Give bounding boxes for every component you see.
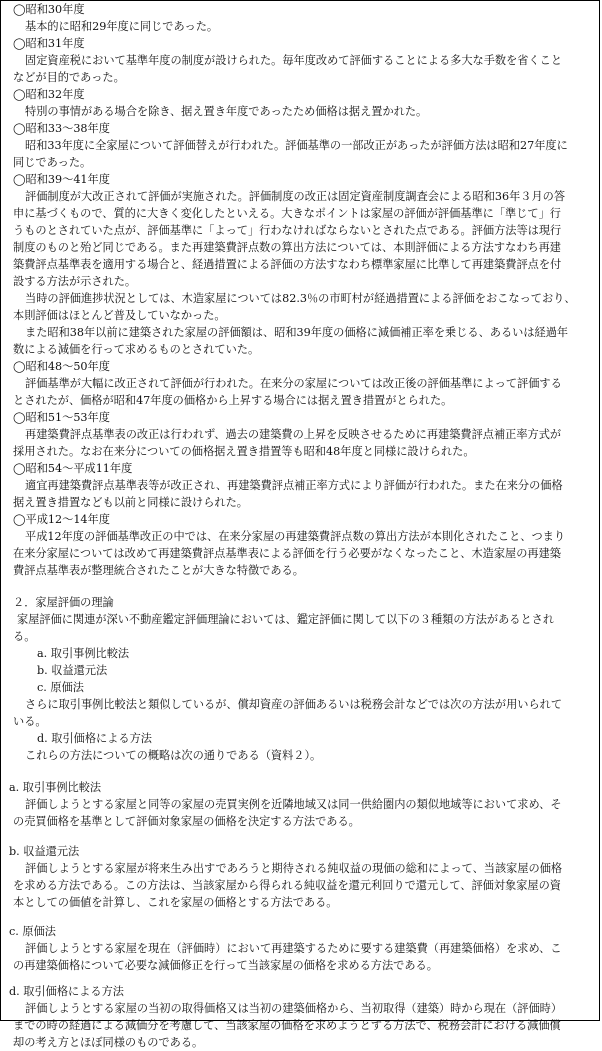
paragraph-line: さらに取引事例比較法と類似しているが、償却資産の評価あるいは税務会計などでは次の方法が用いられて [25, 698, 563, 711]
paragraph-line: 評価しようとする家屋の当初の取得価格又は当初の建築価格から、当初取得（建築）時から現在（評価時） [25, 1002, 563, 1015]
paragraph-line: 本則評価はほとんど普及していなかった。 [13, 309, 226, 322]
definition-heading: c. 原価法 [9, 925, 56, 938]
section-heading: ２．家屋評価の理論 [13, 596, 114, 609]
paragraph-line: 申に基づくもので、質的に大きく変化したといえる。大きなポイントは家屋の評価が評価基準に「準じて」行 [13, 207, 561, 220]
paragraph-line: また昭和38年以前に建築された家屋の評価額は、昭和39年度の価格に減価補正率を乗じる、あるいは経過年 [25, 326, 569, 339]
paragraph-line: 築費評点基準表を適用する場合と、経過措置による評価の方法すなわち標準家屋に比準して再建築費評点を付 [13, 258, 562, 271]
paragraph-line: 評価しようとする家屋が将来生み出すであろうと期待される純収益の現価の総和によって、当該家屋の価格 [25, 862, 563, 875]
paragraph-line: までの時の経過による減価分を考慮して、当該家屋の価格を求めようとする方法で、税務会計における減価償 [13, 1019, 561, 1032]
paragraph-line: などが目的であった。 [13, 71, 125, 84]
paragraph-line: 昭和33年度に全家屋について評価替えが行われた。評価基準の一部改正があったが評価方法は昭和27年度に [25, 139, 568, 152]
method-item: b. 収益還元法 [37, 664, 108, 677]
definition-heading: a. 取引事例比較法 [9, 781, 102, 794]
paragraph-line: 費評点基準表が整理統合されたことが大きな特徴である。 [13, 564, 304, 577]
paragraph-line: 評価しようとする家屋を現在（評価時）において再建築するために要する建築費（再建築価格）を求め、こ [25, 942, 562, 955]
paragraph-line: 基本的に昭和29年度に同じであった。 [25, 20, 219, 33]
era-heading: ◯平成12～14年度 [13, 513, 110, 526]
paragraph-line: 制度のものと殆ど同じである。また再建築費評点数の算出方法については、本則評価による方法すなわち再建 [13, 241, 561, 254]
paragraph-line: 据え置き措置なども以前と同様に設けられた。 [13, 496, 248, 509]
paragraph-line: 評価しようとする家屋と同等の家屋の売買実例を近隣地域又は同一供給圏内の類似地域等において求め、そ [25, 798, 562, 811]
definition-heading: b. 収益還元法 [9, 845, 80, 858]
paragraph-line: 数による減価を行って求めるものとされていた。 [13, 343, 260, 356]
paragraph-line: とされたが、価格が昭和47年度の価格から上昇する場合には据え置き措置がとられた。 [13, 394, 453, 407]
paragraph-line: 平成12年度の評価基準改正の中では、在来分家屋の再建築費評点数の算出方法が本則化されたこと、つまり [25, 530, 566, 543]
era-heading: ◯昭和31年度 [13, 37, 85, 50]
era-heading: ◯昭和54～平成11年度 [13, 462, 133, 475]
paragraph-line: を求める方法である。この方法は、当該家屋から得られる純収益を還元利回りで還元して、評価対象家屋の資 [13, 879, 561, 892]
paragraph-line: 評価制度が大改正されて評価が実施された。評価制度の改正は固定資産制度調査会による昭和36年３月の答 [25, 190, 566, 203]
paragraph-line: 採用された。なお在来分についての価格据え置き措置等も昭和48年度と同様に設けられた。 [13, 445, 475, 458]
paragraph-line: の売買価格を基準として評価対象家屋の価格を決定する方法である。 [13, 815, 360, 828]
method-item: c. 原価法 [37, 681, 84, 694]
paragraph-line: 評価基準が大幅に改正されて評価が行われた。在来分の家屋については改正後の評価基準によって評価する [25, 377, 562, 390]
era-heading: ◯昭和32年度 [13, 88, 85, 101]
paragraph-line: 同じであった。 [13, 156, 92, 169]
paragraph-line: 本としての価値を計算し、これを家屋の価格とする方法である。 [13, 896, 338, 909]
paragraph-line: 在来分家屋については改めて再建築費評点基準表による評価を行う必要がなくなったこと、木造家屋の再建築 [13, 547, 561, 560]
era-heading: ◯昭和39～41年度 [13, 173, 110, 186]
paragraph-line: うものとされていた点が、評価基準に「よって」行わなければならないとされた点である。評価方法等は現行 [13, 224, 562, 237]
paragraph-line: 設する方法が示された。 [13, 275, 137, 288]
definition-heading: d. 取引価格による方法 [9, 985, 124, 998]
method-item: d. 取引価格による方法 [37, 732, 152, 745]
era-heading: ◯昭和48～50年度 [13, 360, 110, 373]
paragraph-line: 適宜再建築費評点基準表等が改正され、再建築費評点補正率方式により評価が行われた。また在来分の価格 [25, 479, 563, 492]
era-heading: ◯昭和51～53年度 [13, 411, 110, 424]
paragraph-line: の再建築価格について必要な減価修正を行って当該家屋の価格を求める方法である。 [13, 959, 438, 972]
paragraph-line: 家屋評価に関連が深い不動産鑑定評価理論においては、鑑定評価に関して以下の３種類の方法があるとされ [17, 613, 555, 626]
paragraph-line: る。 [13, 630, 36, 643]
paragraph-line: 再建築費評点基準表の改正は行われず、過去の建築費の上昇を反映させるために再建築費評点補正率方式が [25, 428, 562, 441]
era-heading: ◯昭和30年度 [13, 3, 85, 16]
method-item: a. 取引事例比較法 [37, 647, 130, 660]
paragraph-line: 固定資産税において基準年度の制度が設けられた。毎年度改めて評価することによる多大な手数を省くこと [25, 54, 563, 67]
paragraph-line: 特別の事情がある場合を除き、据え置き年度であったため価格は据え置かれた。 [25, 105, 428, 118]
paragraph-line: これらの方法についての概略は次の通りである（資料２）。 [25, 749, 322, 762]
paragraph-line: 却の考え方とほぼ同様のものである。 [13, 1036, 204, 1049]
era-heading: ◯昭和33～38年度 [13, 122, 110, 135]
paragraph-line: 当時の評価進捗状況としては、木造家屋については82.3％の市町村が経過措置による評価をおこなっており、 [25, 292, 576, 305]
paragraph-line: いる。 [13, 715, 47, 728]
